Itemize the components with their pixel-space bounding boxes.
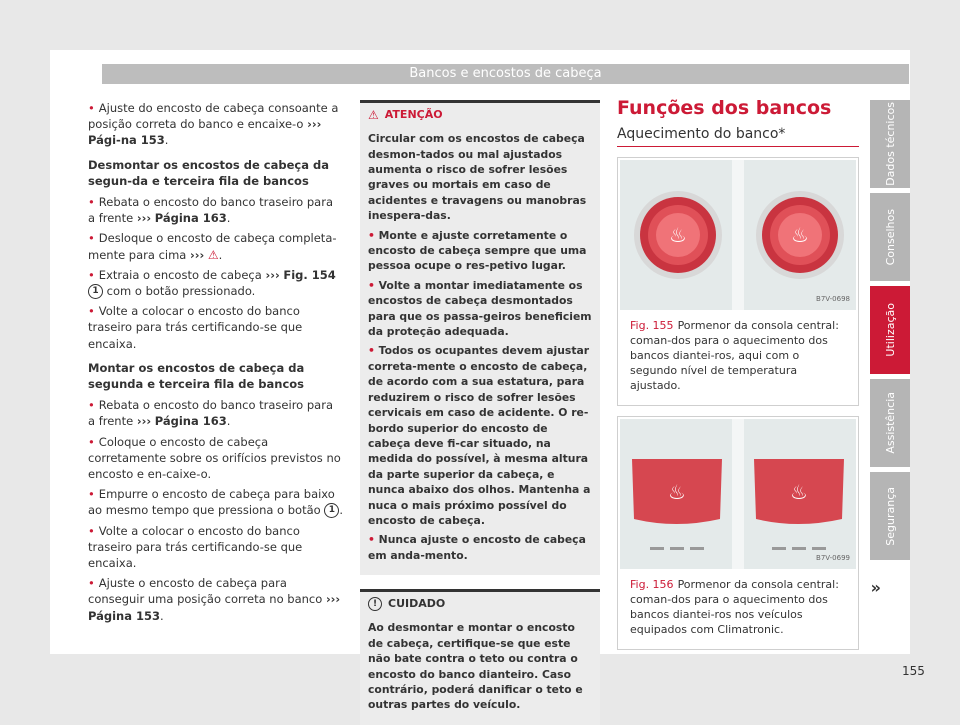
figure-image	[620, 419, 856, 569]
list-item: • Coloque o encosto de cabeça corretamente sobre os orifícios previstos no encosto e en-caixe-o.	[88, 434, 341, 482]
list-item: • Volte a colocar o encosto do banco traseiro para trás certificando-se que encaixa.	[88, 304, 303, 351]
continue-arrow-icon: »	[870, 578, 881, 597]
page-header: Bancos e encostos de cabeça	[102, 64, 909, 84]
tab-assistencia[interactable]: Assistência	[870, 379, 910, 467]
tab-utilizacao[interactable]: Utilização	[870, 286, 910, 374]
list-item: • Rebata o encosto do banco traseiro para a frente ››› Página 163.	[88, 398, 333, 429]
image-code: B7V-0698	[816, 295, 850, 304]
list-item: • Desloque o encosto de cabeça completa-mente para cima ››› ⚠.	[88, 231, 337, 262]
info-icon: !	[368, 597, 382, 611]
figure-caption: Pormenor da consola central: coman-dos para o aquecimento dos bancos diantei-ros, aqui com o segundo nível de temperatura ajustado.	[630, 319, 839, 393]
page	[50, 50, 925, 712]
svg-text:♨: ♨	[790, 480, 808, 505]
tab-dados-tecnicos[interactable]: Dados técnicos	[870, 100, 910, 188]
list-item: • Empurre o encosto de cabeça para baixo ao mesmo tempo que pressiona o botão 1 .	[88, 487, 343, 518]
list-item: • Ajuste o encosto de cabeça para conseguir uma posição correta no banco ››› Página 153.	[88, 576, 341, 623]
section-heading: Montar os encostos de cabeça da segunda e terceira fila de bancos	[88, 360, 305, 392]
chapter-tabs	[870, 100, 910, 565]
page-number: 155	[902, 664, 925, 678]
warning-title: ATENÇÃO	[384, 108, 443, 121]
list-item: • Monte e ajuste corretamente o encosto de cabeça sempre que uma pessoa ocupe o res-petivo lugar.	[368, 228, 587, 273]
list-item: • Volte a montar imediatamente os encostos de cabeça desmontados para que os passa-geiros beneficiem da proteção adequada.	[368, 278, 592, 339]
caution-title: CUIDADO	[388, 597, 446, 611]
page-link[interactable]: Página 163	[154, 414, 227, 429]
column-notices	[360, 100, 600, 725]
list-item: • Extraia o encosto de cabeça ››› Fig. 154 1 com o botão pressionado.	[88, 267, 336, 299]
svg-text:♨: ♨	[791, 223, 809, 248]
page-link[interactable]: Página 153	[88, 608, 161, 623]
warning-icon: ⚠	[368, 108, 379, 122]
warning-intro: Circular com os encostos de cabeça desmon-tados ou mal ajustados aumenta o risco de sofrer lesões graves ou mortais em caso de acidentes e travagens ou manobras inespera-das.	[368, 132, 587, 223]
caution-box	[360, 589, 600, 725]
figure-number: Fig. 155	[630, 319, 674, 333]
svg-text:♨: ♨	[669, 223, 687, 248]
page-link[interactable]: Página 163	[154, 211, 227, 226]
page-link[interactable]: Pági-na 153	[88, 133, 165, 148]
seat-heat-button-left	[634, 191, 722, 279]
list-item: • Todos os ocupantes devem ajustar correta-mente o encosto de cabeça, de acordo com a sua estatura, para reduzirem o risco de sofrer lesões cervicais em caso de acidente. O re-bordo superior do encosto de cabeça deve fi-car situado, na medida do possível, à mesma altura da parte superior da cabeça, e nunca abaixo dos olhos. Mantenha a nuca o mais próximo possível do encosto de cabeça.	[368, 344, 591, 527]
seat-heat-button-right	[756, 191, 844, 279]
climatronic-buttons-image	[620, 419, 856, 569]
figure-caption: Pormenor da consola central: coman-dos para o aquecimento dos bancos diantei-ros nos veículos equipados com Climatronic.	[630, 578, 839, 637]
caution-text: Ao desmontar e montar o encosto de cabeça, certifique-se que este não bate contra o teto ou contra o encosto do banco dianteiro. Caso contrário, poderá danificar o teto e outras partes do veículo.	[368, 621, 583, 712]
warning-box	[360, 100, 600, 575]
section-title: Funções dos bancos	[617, 97, 832, 119]
list-item: • Nunca ajuste o encosto de cabeça em anda-mento.	[368, 533, 586, 562]
figure-image	[620, 160, 856, 310]
figure-155	[617, 157, 859, 406]
figure-156	[617, 416, 859, 650]
figure-number: Fig. 156	[630, 578, 674, 592]
figure-link[interactable]: Fig. 154	[283, 267, 336, 282]
list-item: • Ajuste do encosto de cabeça consoante a posição correta do banco e encaixe-o ››› Pági-na 153.	[88, 101, 339, 148]
image-code: B7V-0699	[816, 554, 850, 563]
subsection-title: Aquecimento do banco*	[617, 126, 859, 147]
svg-text:♨: ♨	[668, 480, 686, 505]
list-item: • Volte a colocar o encosto do banco traseiro para trás certificando-se que encaixa.	[88, 523, 303, 571]
callout-number: 1	[324, 503, 339, 518]
seat-heating-buttons-image	[620, 160, 856, 310]
column-functions	[617, 97, 881, 650]
warning-icon: ⚠	[207, 247, 219, 262]
tab-conselhos[interactable]: Conselhos	[870, 193, 910, 281]
callout-number: 1	[88, 284, 103, 299]
column-instructions	[88, 100, 343, 628]
tab-seguranca[interactable]: Segurança	[870, 472, 910, 560]
section-heading: Desmontar os encostos de cabeça da segun-da e terceira fila de bancos	[88, 157, 329, 188]
list-item: • Rebata o encosto do banco traseiro para a frente ››› Página 163.	[88, 195, 333, 226]
